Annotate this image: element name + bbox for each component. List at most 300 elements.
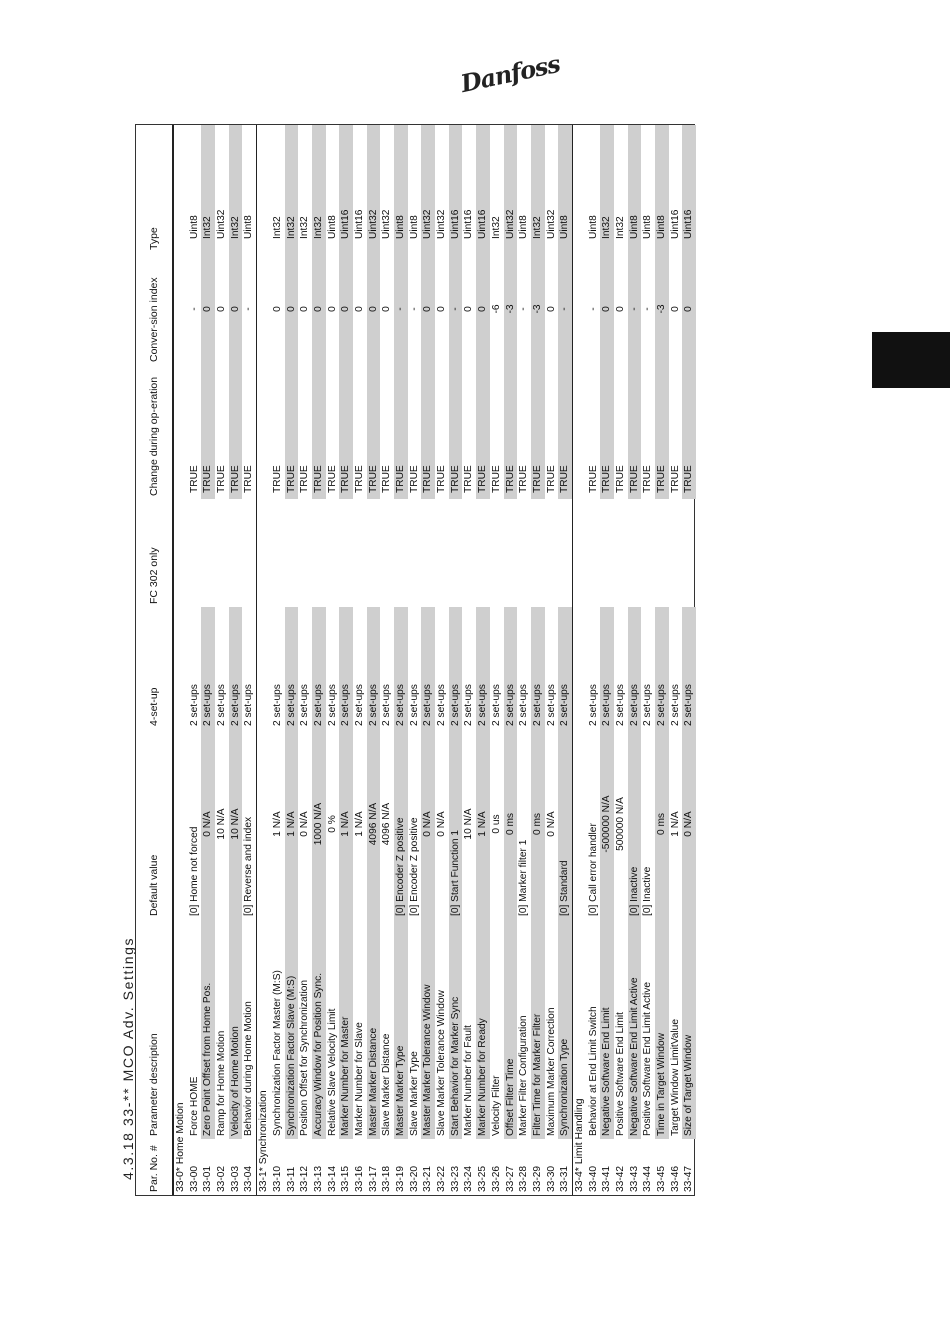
fc302-only xyxy=(614,499,628,607)
change-during-operation: TRUE xyxy=(188,465,200,493)
par-number: 33-26 xyxy=(490,1165,502,1192)
setup-count: 2 set-ups xyxy=(545,684,557,726)
logo-wordmark: Danfoss xyxy=(458,48,563,98)
par-number: 33-42 xyxy=(615,1165,626,1192)
setup-count: 2 set-ups xyxy=(271,684,283,726)
fc302-only xyxy=(517,499,531,607)
change-during-operation: TRUE xyxy=(394,365,408,499)
table-row xyxy=(394,125,408,1195)
data-type: Uint8 xyxy=(188,215,200,239)
default-value: -500000 N/A xyxy=(600,729,614,919)
header-setup: 4-set-up xyxy=(147,687,160,726)
data-type: Int32 xyxy=(285,125,299,253)
fc302-only xyxy=(462,499,476,607)
change-during-operation: TRUE xyxy=(615,465,626,493)
data-type: Uint16 xyxy=(476,125,490,253)
par-number: 33-16 xyxy=(353,1165,365,1192)
table-row xyxy=(312,125,326,1195)
fc302-only xyxy=(558,499,572,607)
param-description: Start Behavior for Marker Sync xyxy=(449,919,463,1139)
fc302-only xyxy=(201,499,215,607)
data-type: Uint16 xyxy=(339,125,353,253)
change-during-operation: TRUE xyxy=(518,465,530,493)
fc302-only xyxy=(490,499,504,607)
fc302-only xyxy=(298,499,312,607)
param-description: Slave Marker Tolerance Window xyxy=(436,990,448,1136)
change-during-operation: TRUE xyxy=(285,365,299,499)
data-type: Uint16 xyxy=(463,209,475,239)
setup-count: 2 set-ups xyxy=(216,684,228,726)
group-rows xyxy=(587,125,697,1195)
change-during-operation: TRUE xyxy=(490,465,502,493)
conversion-index: - xyxy=(449,253,463,365)
setup-count: 2 set-ups xyxy=(326,684,338,726)
default-value: 10 N/A xyxy=(216,808,228,840)
setup-count: 2 set-ups xyxy=(285,607,299,729)
par-number: 33-46 xyxy=(669,1165,681,1192)
data-type: Uint32 xyxy=(545,209,557,239)
default-value: 0 % xyxy=(326,815,338,833)
change-during-operation: TRUE xyxy=(367,365,381,499)
par-number: 33-10 xyxy=(271,1165,283,1192)
header-conversion: Conver-sion index xyxy=(147,277,160,362)
par-number: 33-13 xyxy=(312,1165,324,1192)
setup-count: 2 set-ups xyxy=(463,684,475,726)
fc302-only xyxy=(504,499,518,607)
conversion-index: 0 xyxy=(381,306,393,312)
data-type: Int32 xyxy=(600,125,614,253)
table-row xyxy=(600,125,614,1195)
conversion-index: 0 xyxy=(353,306,365,312)
param-description: Positive Software End Limit xyxy=(615,1011,626,1136)
table-body xyxy=(173,125,696,1195)
conversion-index: - xyxy=(394,253,408,365)
par-number: 33-22 xyxy=(436,1165,448,1192)
data-type: Uint8 xyxy=(628,125,642,253)
conversion-index: - xyxy=(518,307,530,311)
conversion-index: 0 xyxy=(299,306,311,312)
default-value: 0 N/A xyxy=(299,811,311,837)
table-row xyxy=(682,125,696,1195)
table-row xyxy=(628,125,642,1195)
data-type: Uint8 xyxy=(558,125,572,253)
setup-count: 2 set-ups xyxy=(381,684,393,726)
param-description: Filter Time for Marker Filter xyxy=(531,919,545,1139)
change-during-operation: TRUE xyxy=(558,365,572,499)
data-type: Uint16 xyxy=(669,209,681,239)
default-value: [0] Reverse and index xyxy=(243,816,255,916)
conversion-index: 0 xyxy=(682,253,696,365)
setup-count: 2 set-ups xyxy=(615,684,626,726)
change-during-operation: TRUE xyxy=(421,365,435,499)
setup-count: 2 set-ups xyxy=(367,607,381,729)
par-number: 33-20 xyxy=(408,1165,420,1192)
conversion-index: 0 xyxy=(615,306,626,312)
par-number: 33-14 xyxy=(326,1165,338,1192)
table-row xyxy=(380,125,394,1195)
table-row xyxy=(421,125,435,1195)
param-description: Time in Target Window xyxy=(655,919,669,1139)
header-change: Change during op-eration xyxy=(147,376,160,496)
par-number: 33-31 xyxy=(559,1165,571,1192)
data-type: Uint8 xyxy=(408,215,420,239)
change-during-operation: TRUE xyxy=(216,465,228,493)
setup-count: 2 set-ups xyxy=(642,684,654,726)
change-during-operation: TRUE xyxy=(476,365,490,499)
fc302-only xyxy=(628,499,642,607)
fc302-only xyxy=(188,499,202,607)
change-during-operation: TRUE xyxy=(339,365,353,499)
default-value: [0] Start Function 1 xyxy=(449,729,463,919)
param-description: Accuracy Window for Position Sync. xyxy=(312,919,326,1139)
table-row xyxy=(229,125,243,1195)
param-description: Marker Number for Slave xyxy=(353,1022,365,1136)
param-description: Master Marker Type xyxy=(394,919,408,1139)
par-number: 33-21 xyxy=(422,1165,434,1192)
fc302-only xyxy=(531,499,545,607)
change-during-operation: TRUE xyxy=(669,465,681,493)
setup-count: 2 set-ups xyxy=(312,607,326,729)
table-row xyxy=(188,125,202,1195)
conversion-index: - xyxy=(642,307,654,311)
par-number: 33-27 xyxy=(504,1165,516,1192)
fc302-only xyxy=(587,499,601,607)
table-row xyxy=(558,125,572,1195)
conversion-index: 0 xyxy=(312,253,326,365)
fc302-only xyxy=(326,499,340,607)
table-header xyxy=(136,125,173,1195)
fc302-only xyxy=(408,499,422,607)
default-value: [0] Marker filter 1 xyxy=(518,839,530,916)
par-number: 33-28 xyxy=(518,1165,530,1192)
param-description: Size of Target Window xyxy=(682,919,696,1139)
conversion-index: 0 xyxy=(271,306,283,312)
data-type: Int32 xyxy=(201,125,215,253)
data-type: Uint16 xyxy=(449,125,463,253)
setup-count: 2 set-ups xyxy=(421,607,435,729)
change-during-operation: TRUE xyxy=(436,465,448,493)
change-during-operation: TRUE xyxy=(504,365,518,499)
setup-count: 2 set-ups xyxy=(408,684,420,726)
table-row xyxy=(669,125,683,1195)
section-title: 4.3.18 33-** MCO Adv. Settings xyxy=(120,936,136,1180)
header-default: Default value xyxy=(147,854,160,916)
setup-count: 2 set-ups xyxy=(436,684,448,726)
data-type: Uint8 xyxy=(655,125,669,253)
default-value: 1 N/A xyxy=(339,729,353,919)
data-type: Int32 xyxy=(531,125,545,253)
table-row xyxy=(504,125,518,1195)
default-value: 4096 N/A xyxy=(381,802,393,846)
conversion-index: 0 xyxy=(201,253,215,365)
conversion-index: -3 xyxy=(655,253,669,365)
default-value: [0] Inactive xyxy=(642,866,654,916)
par-number: 33-01 xyxy=(202,1165,214,1192)
setup-count: 2 set-ups xyxy=(490,684,502,726)
param-description: Synchronization Factor Master (M:S) xyxy=(271,970,283,1136)
table-row xyxy=(408,125,422,1195)
param-description: Slave Marker Type xyxy=(408,1051,420,1136)
setup-count: 2 set-ups xyxy=(394,607,408,729)
fc302-only xyxy=(545,499,559,607)
setup-count: 2 set-ups xyxy=(201,607,215,729)
conversion-index: - xyxy=(587,307,599,311)
default-value: [0] Call error handler xyxy=(587,823,599,916)
par-number: 33-02 xyxy=(216,1165,228,1192)
conversion-index: 0 xyxy=(326,306,338,312)
setup-count: 2 set-ups xyxy=(628,607,642,729)
param-description: Position Offset for Synchronization xyxy=(299,979,311,1136)
par-number: 33-11 xyxy=(285,1166,297,1192)
conversion-index: 0 xyxy=(669,306,681,312)
data-type: Int32 xyxy=(490,216,502,239)
change-during-operation: TRUE xyxy=(531,365,545,499)
change-during-operation: TRUE xyxy=(545,465,557,493)
default-value: 0 ms xyxy=(504,729,518,919)
setup-count: 2 set-ups xyxy=(600,607,614,729)
conversion-index: 0 xyxy=(229,253,243,365)
fc302-only xyxy=(271,499,285,607)
default-value: 1 N/A xyxy=(476,729,490,919)
fc302-only xyxy=(242,499,256,607)
par-number: 33-19 xyxy=(395,1165,406,1192)
param-description: Negative Software End Limit xyxy=(600,919,614,1139)
table-row xyxy=(587,125,601,1195)
data-type: Int32 xyxy=(615,216,626,239)
fc302-only xyxy=(600,499,614,607)
setup-count: 2 set-ups xyxy=(229,607,243,729)
par-number: 33-04 xyxy=(243,1165,255,1192)
chapter-tab-marker xyxy=(872,332,950,388)
default-value: [0] Home not forced xyxy=(188,826,200,916)
param-description: Behavior at End Limit Switch xyxy=(587,1006,599,1136)
par-number: 33-18 xyxy=(381,1165,393,1192)
fc302-only xyxy=(641,499,655,607)
conversion-index: 0 xyxy=(367,253,381,365)
table-row xyxy=(326,125,340,1195)
par-number: 33-44 xyxy=(642,1165,654,1192)
conversion-index: - xyxy=(243,307,255,311)
table-row xyxy=(614,125,628,1195)
setup-count: 2 set-ups xyxy=(531,607,545,729)
setup-count: 2 set-ups xyxy=(188,684,200,726)
fc302-only xyxy=(449,499,463,607)
param-description: Velocity Filter xyxy=(490,1075,502,1136)
data-type: Uint16 xyxy=(353,209,365,239)
data-type: Uint8 xyxy=(243,215,255,239)
par-number: 33-43 xyxy=(628,1165,640,1192)
fc302-only xyxy=(421,499,435,607)
par-number: 33-29 xyxy=(531,1165,543,1192)
param-description: Positive Software End Limit Active xyxy=(642,981,654,1136)
default-value: 0 N/A xyxy=(201,729,215,919)
group-rows xyxy=(188,125,256,1195)
param-description: Relative Slave Velocity Limit xyxy=(326,1008,338,1136)
data-type: Uint8 xyxy=(518,215,530,239)
fc302-only xyxy=(229,499,243,607)
fc302-only xyxy=(285,499,299,607)
data-type: Int32 xyxy=(271,216,283,239)
change-during-operation: TRUE xyxy=(642,465,654,493)
table-row xyxy=(476,125,490,1195)
param-description: Marker Filter Configuration xyxy=(518,1015,530,1136)
default-value: 1 N/A xyxy=(353,811,365,837)
fc302-only xyxy=(435,499,449,607)
data-type: Uint32 xyxy=(367,125,381,253)
table-row xyxy=(298,125,312,1195)
param-description: Ramp for Home Motion xyxy=(216,1030,228,1136)
fc302-only xyxy=(367,499,381,607)
conversion-index: 0 xyxy=(545,306,557,312)
setup-count: 2 set-ups xyxy=(587,684,599,726)
table-row xyxy=(242,125,256,1195)
data-type: Int32 xyxy=(299,216,311,239)
change-during-operation: TRUE xyxy=(243,465,255,493)
table-row xyxy=(353,125,367,1195)
param-description: Zero Point Offset from Home Pos. xyxy=(201,919,215,1139)
par-number: 33-30 xyxy=(545,1165,557,1192)
table-row xyxy=(655,125,669,1195)
conversion-index: 0 xyxy=(216,306,228,312)
default-value: 4096 N/A xyxy=(367,729,381,919)
change-during-operation: TRUE xyxy=(449,365,463,499)
conversion-index: -6 xyxy=(490,304,502,314)
data-type: Uint32 xyxy=(436,209,448,239)
param-description: Slave Marker Distance xyxy=(381,1033,393,1136)
table-row xyxy=(215,125,229,1195)
default-value: 1 N/A xyxy=(271,811,283,837)
default-value: 0 N/A xyxy=(436,811,448,837)
default-value: 10 N/A xyxy=(463,808,475,840)
group-heading: 33-1* Synchronization xyxy=(256,125,271,1195)
param-description: Master Marker Distance xyxy=(367,919,381,1139)
param-description: Negative Software End Limit Active xyxy=(628,919,642,1139)
header-par-no: Par. No. # xyxy=(147,1145,160,1192)
fc302-only xyxy=(655,499,669,607)
setup-count: 2 set-ups xyxy=(339,607,353,729)
fc302-only xyxy=(312,499,326,607)
table-row xyxy=(367,125,381,1195)
param-description: Behavior during Home Motion xyxy=(243,1001,255,1136)
conversion-index: 0 xyxy=(463,306,475,312)
change-during-operation: TRUE xyxy=(600,365,614,499)
setup-count: 2 set-ups xyxy=(682,607,696,729)
change-during-operation: TRUE xyxy=(229,365,243,499)
par-number: 33-00 xyxy=(188,1165,200,1192)
table-row xyxy=(201,125,215,1195)
data-type: Int32 xyxy=(229,125,243,253)
danfoss-logo xyxy=(458,48,563,98)
table-row xyxy=(449,125,463,1195)
default-value: 1000 N/A xyxy=(312,729,326,919)
default-value: [0] Encoder Z positive xyxy=(408,817,420,916)
change-during-operation: TRUE xyxy=(201,365,215,499)
setup-count: 2 set-ups xyxy=(353,684,365,726)
fc302-only xyxy=(476,499,490,607)
setup-count: 2 set-ups xyxy=(243,684,255,726)
table-row xyxy=(285,125,299,1195)
conversion-index: 0 xyxy=(339,253,353,365)
default-value: 500000 N/A xyxy=(615,797,626,851)
default-value: 0 ms xyxy=(531,729,545,919)
change-during-operation: TRUE xyxy=(408,465,420,493)
conversion-index: - xyxy=(188,307,200,311)
data-type: Uint32 xyxy=(381,209,393,239)
header-description: Parameter description xyxy=(147,1033,160,1136)
par-number: 33-41 xyxy=(601,1165,613,1192)
table-row xyxy=(641,125,655,1195)
par-number: 33-40 xyxy=(587,1165,599,1192)
table-row xyxy=(339,125,353,1195)
change-during-operation: TRUE xyxy=(463,465,475,493)
change-during-operation: TRUE xyxy=(312,365,326,499)
change-during-operation: TRUE xyxy=(326,465,338,493)
change-during-operation: TRUE xyxy=(381,465,393,493)
conversion-index: 0 xyxy=(600,253,614,365)
data-type: Uint8 xyxy=(394,125,408,253)
change-during-operation: TRUE xyxy=(655,365,669,499)
default-value: 0 N/A xyxy=(545,811,557,837)
data-type: Uint32 xyxy=(421,125,435,253)
change-during-operation: TRUE xyxy=(299,465,311,493)
conversion-index: - xyxy=(628,253,642,365)
par-number: 33-25 xyxy=(477,1165,489,1192)
conversion-index: 0 xyxy=(421,253,435,365)
param-description: Marker Number for Fault xyxy=(463,1025,475,1136)
param-description: Synchronization Type xyxy=(558,919,572,1139)
group-rows xyxy=(271,125,572,1195)
data-type: Uint8 xyxy=(587,215,599,239)
data-type: Uint8 xyxy=(642,215,654,239)
param-description: Force HOME xyxy=(188,1076,200,1136)
fc302-only xyxy=(394,499,408,607)
fc302-only xyxy=(353,499,367,607)
header-fc302: FC 302 only xyxy=(147,547,160,604)
default-value: [0] Inactive xyxy=(628,729,642,919)
par-number: 33-12 xyxy=(299,1165,311,1192)
table-row xyxy=(517,125,531,1195)
fc302-only xyxy=(339,499,353,607)
conversion-index: 0 xyxy=(285,253,299,365)
setup-count: 2 set-ups xyxy=(518,684,530,726)
data-type: Uint8 xyxy=(326,215,338,239)
param-description: Velocity of Home Motion xyxy=(229,919,243,1139)
param-description: Master Marker Tolerance Window xyxy=(421,919,435,1139)
param-description: Target Window LimitValue xyxy=(669,1018,681,1136)
default-value: 0 ms xyxy=(655,729,669,919)
conversion-index: 0 xyxy=(436,306,448,312)
change-during-operation: TRUE xyxy=(271,465,283,493)
change-during-operation: TRUE xyxy=(628,365,642,499)
data-type: Uint16 xyxy=(682,125,696,253)
setup-count: 2 set-ups xyxy=(299,684,311,726)
default-value: [0] Encoder Z positive xyxy=(394,729,408,919)
par-number: 33-17 xyxy=(367,1165,379,1192)
par-number: 33-24 xyxy=(463,1165,475,1192)
param-description: Offset Filter Time xyxy=(504,919,518,1139)
table-row xyxy=(545,125,559,1195)
fc302-only xyxy=(669,499,683,607)
default-value: [0] Standard xyxy=(558,729,572,919)
fc302-only xyxy=(380,499,394,607)
table-row xyxy=(435,125,449,1195)
fc302-only xyxy=(215,499,229,607)
conversion-index: - xyxy=(558,253,572,365)
param-description: Marker Number for Master xyxy=(339,919,353,1139)
conversion-index: 0 xyxy=(476,253,490,365)
default-value: 10 N/A xyxy=(229,729,243,919)
fc302-only xyxy=(682,499,696,607)
